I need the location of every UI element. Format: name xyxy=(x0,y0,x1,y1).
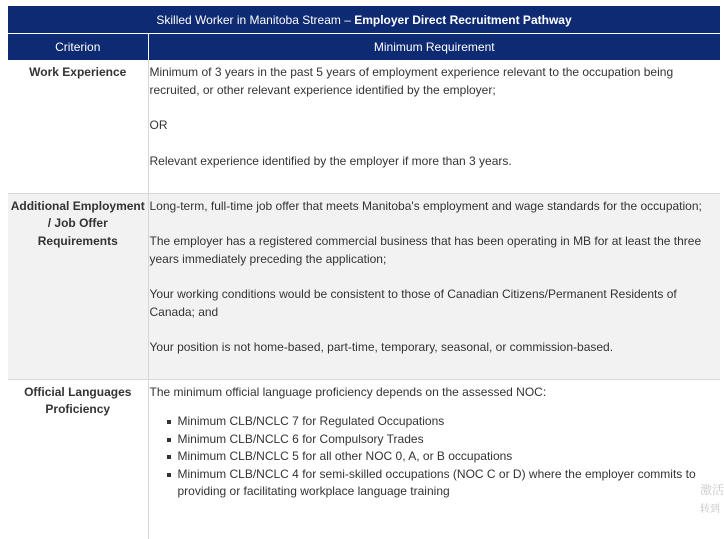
activation-watermark xyxy=(700,481,724,519)
language-list xyxy=(150,413,724,501)
table-row-job-offer xyxy=(8,193,720,379)
requirements-table xyxy=(8,6,724,539)
criterion-job-offer: Additional Employment / Job Offer Requirements xyxy=(8,193,148,379)
list-item: Minimum CLB/NCLC 6 for Compulsory Trades xyxy=(178,431,721,449)
list-item: Minimum CLB/NCLC 4 for semi-skilled occupations (NOC C or D) where the employer commits to providing or facilitating workplace language training xyxy=(178,466,721,501)
table-title xyxy=(8,6,720,34)
requirement-intro: The minimum official language proficiency depends on the assessed NOC: xyxy=(149,384,547,399)
header-minimum-requirement: Minimum Requirement xyxy=(148,34,720,61)
table-title-prefix: Skilled Worker in Manitoba Stream – xyxy=(156,12,355,27)
requirement-paragraph: Minimum of 3 years in the past 5 years of employment experience relevant to the occupation being recruited, or other relevant experience identified by the employer; xyxy=(149,65,674,97)
criterion-work-experience: Work Experience xyxy=(8,60,148,193)
list-item: Minimum CLB/NCLC 7 for Regulated Occupations xyxy=(178,413,721,431)
requirement-paragraph: The employer has a registered commercial business that has been operating in MB for at least the three years immediately preceding the application; xyxy=(149,234,702,266)
table-title-row xyxy=(8,6,720,34)
watermark-line-2: 转到 xyxy=(700,504,720,515)
requirement-paragraph: Your position is not home-based, part-time, temporary, seasonal, or commission-based. xyxy=(149,340,614,354)
requirement-paragraph: OR xyxy=(149,118,168,132)
requirement-paragraph: Relevant experience identified by the employer if more than 3 years. xyxy=(149,153,512,168)
requirement-job-offer xyxy=(148,193,720,379)
requirements-table-container xyxy=(8,6,724,539)
list-item: Minimum CLB/NCLC 5 for all other NOC 0, A, or B occupations xyxy=(178,448,721,466)
header-criterion: Criterion xyxy=(8,34,148,61)
table-row-language xyxy=(8,379,720,539)
table-header-row xyxy=(8,34,720,61)
table-row-work-experience xyxy=(8,60,720,193)
table-title-pathway: Employer Direct Recruitment Pathway xyxy=(354,12,572,27)
criterion-language: Official Languages Proficiency xyxy=(8,379,148,539)
requirement-paragraph: Long-term, full-time job offer that meets Manitoba's employment and wage standards for the occupation; xyxy=(149,198,702,213)
watermark-line-1: 激活 xyxy=(700,483,724,497)
requirement-paragraph: Your working conditions would be consistent to those of Canadian Citizens/Permanent Residents of Canada; and xyxy=(149,287,677,319)
requirement-work-experience xyxy=(148,60,720,193)
requirement-language xyxy=(148,379,724,539)
